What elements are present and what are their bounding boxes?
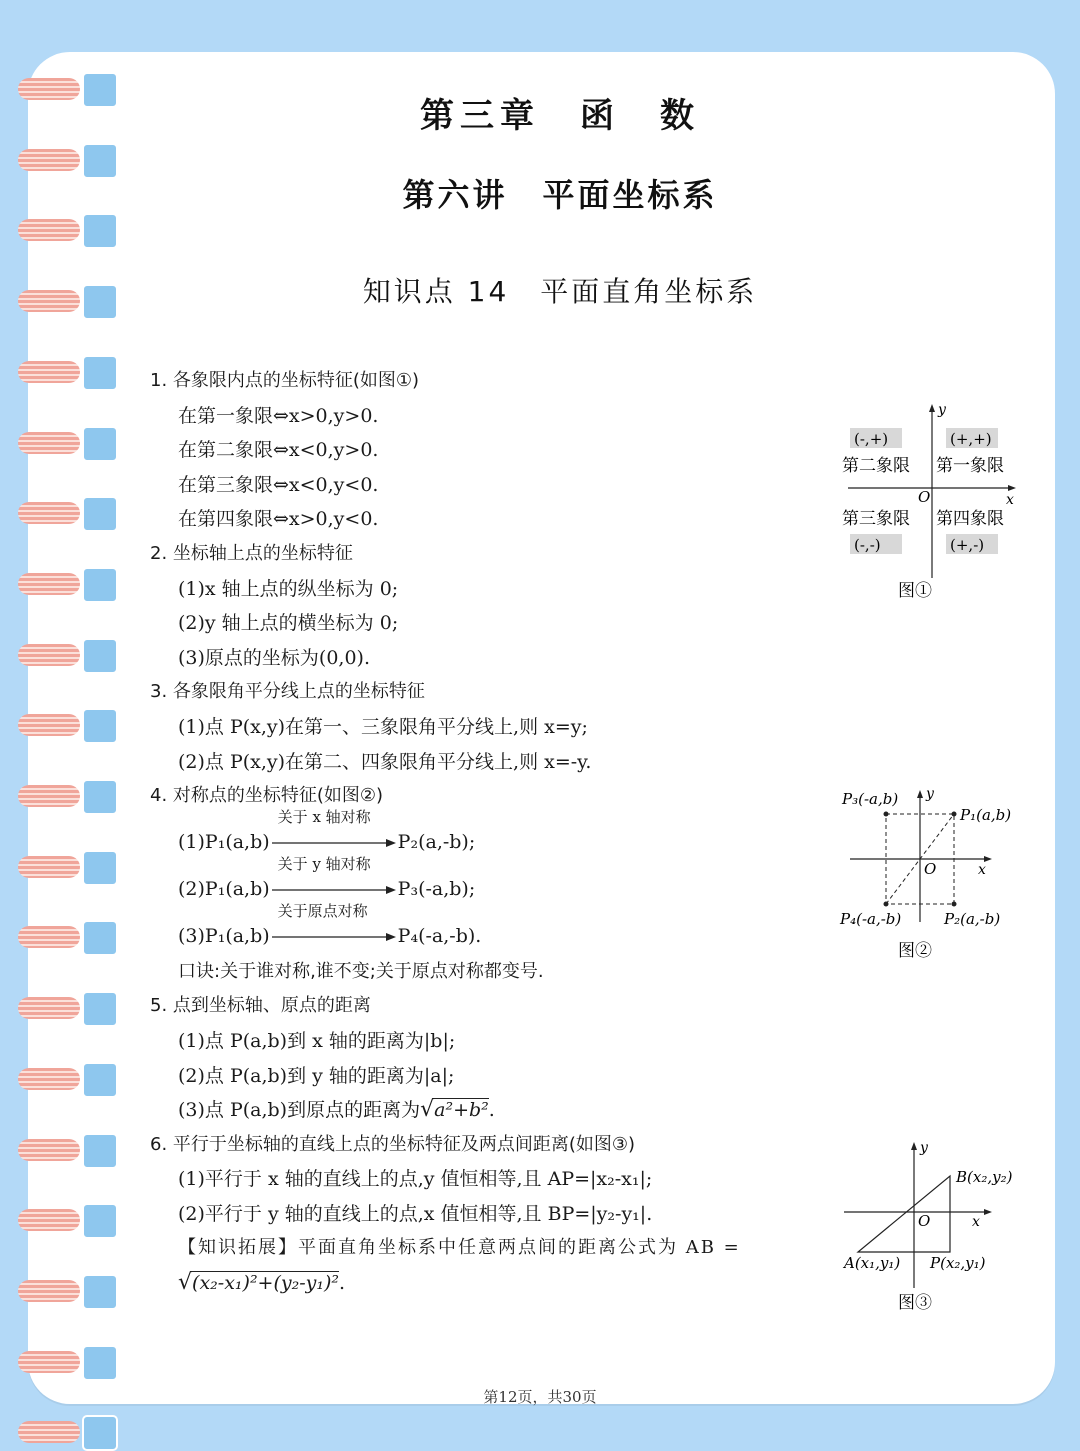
symmetry-row — [150, 854, 840, 908]
fig1-caption: 图① — [898, 581, 932, 601]
binding-ring-bar — [18, 1068, 80, 1090]
quadrant-rule: 在第二象限⇔x<0,y>0. — [178, 439, 379, 462]
symmetry-result: P₄(-a,-b). — [397, 924, 482, 947]
fig1-q1-sign: (+,+) — [950, 430, 992, 448]
fig1-q4-sign: (+,-) — [950, 536, 985, 554]
knowledge-point-title: 知识点 14 平面直角坐标系 — [362, 275, 758, 308]
binding-ring-bar — [18, 1351, 80, 1373]
sqrt-radicand: (x₂-x₁)²+(y₂-y₁)² — [192, 1272, 340, 1295]
section-3-heading: 3. 各象限角平分线上点的坐标特征 — [150, 681, 425, 703]
symmetry-arrow — [270, 854, 398, 899]
quadrant-rule: 在第三象限⇔x<0,y<0. — [178, 473, 379, 496]
binding-ring — [18, 355, 108, 391]
axis-rule: (3)原点的坐标为(0,0). — [178, 646, 370, 669]
binding-ring-hole — [82, 284, 118, 320]
binding-ring — [18, 1203, 108, 1239]
symmetry-arrow — [270, 901, 398, 946]
binding-ring-bar — [18, 714, 80, 736]
binding-ring-bar — [18, 219, 80, 241]
chapter-title: 第三章 函 数 — [420, 96, 700, 136]
fig1-y-label: y — [938, 402, 946, 418]
binding-ring — [18, 213, 108, 249]
fig1-q3-name: 第三象限 — [842, 509, 910, 529]
symmetry-source: (2)P₁(a,b) — [178, 877, 270, 900]
binding-ring-bar — [18, 997, 80, 1019]
binding-ring-hole — [82, 213, 118, 249]
axis-rule: (1)x 轴上点的纵坐标为 0; — [178, 577, 399, 600]
binding-ring-hole — [82, 850, 118, 886]
sqrt-sign: √ — [420, 1097, 435, 1123]
fig3-a-label: A(x₁,y₁) — [844, 1254, 901, 1272]
distance-rule-suffix: . — [488, 1099, 495, 1122]
binding-ring — [18, 638, 108, 674]
symmetry-row — [150, 807, 840, 861]
binding-ring-bar — [18, 432, 80, 454]
knowledge-extension: 【知识拓展】平面直角坐标系中任意两点间的距离公式为 AB = — [178, 1237, 741, 1259]
binding-ring-bar — [18, 361, 80, 383]
fig1-q1-name: 第一象限 — [936, 456, 1004, 476]
sqrt-radicand: a²+b² — [434, 1099, 489, 1122]
binding-ring-hole — [82, 496, 118, 532]
binding-ring-bar — [18, 644, 80, 666]
binding-ring — [18, 1133, 108, 1169]
binding-ring-hole — [82, 1062, 118, 1098]
symmetry-arrow-label: 关于原点对称 — [277, 901, 368, 920]
section-5-heading: 5. 点到坐标轴、原点的距离 — [150, 995, 371, 1017]
binding-ring-hole — [82, 779, 118, 815]
quadrant-rule: 在第一象限⇔x>0,y>0. — [178, 404, 379, 427]
quadrant-rule: 在第四象限⇔x>0,y<0. — [178, 508, 379, 531]
fig2-x-label: x — [978, 862, 986, 878]
binding-ring — [18, 143, 108, 179]
bisector-rule: (2)点 P(x,y)在第二、四象限角平分线上,则 x=-y. — [178, 750, 592, 773]
content-body — [150, 364, 840, 1301]
fig2-p2-label: P₂(a,-b) — [944, 910, 1001, 928]
binding-ring-bar — [18, 78, 80, 100]
fig3-b-label: B(x₂,y₂) — [956, 1168, 1013, 1186]
binding-ring-hole — [82, 1203, 118, 1239]
fig2-p4-label: P₄(-a,-b) — [840, 910, 902, 928]
section-1-heading: 1. 各象限内点的坐标特征(如图①) — [150, 370, 420, 391]
section-6-heading: 6. 平行于坐标轴的直线上点的坐标特征及两点间距离(如图③) — [150, 1133, 636, 1155]
binding-ring-bar — [18, 1209, 80, 1231]
fig3-y-label: y — [920, 1140, 928, 1156]
sqrt-sign: √ — [178, 1270, 193, 1296]
distance-rule-prefix: (3)点 P(a,b)到原点的距离为 — [178, 1099, 421, 1122]
binding-ring — [18, 779, 108, 815]
fig1-q4-name: 第四象限 — [936, 509, 1004, 529]
binding-ring — [18, 1345, 108, 1381]
fig3-triangle — [858, 1176, 950, 1252]
binding-ring-bar — [18, 926, 80, 948]
fig1-q2-name: 第二象限 — [842, 456, 910, 476]
distance-rule: (1)点 P(a,b)到 x 轴的距离为|b|; — [178, 1029, 456, 1052]
binding-ring — [18, 567, 108, 603]
binding-ring — [18, 284, 108, 320]
binding-ring — [18, 1415, 108, 1451]
mnemonic: 口诀:关于谁对称,谁不变;关于原点对称都变号. — [178, 960, 544, 982]
binding-ring-bar — [18, 502, 80, 524]
fig3-origin-label: O — [918, 1212, 931, 1230]
binding-ring-bar — [18, 290, 80, 312]
fig3-x-label: x — [972, 1214, 980, 1230]
binding-ring-hole — [82, 920, 118, 956]
bisector-rule: (1)点 P(x,y)在第一、三象限角平分线上,则 x=y; — [178, 715, 588, 738]
binding-ring — [18, 920, 108, 956]
binding-ring — [18, 72, 108, 108]
lecture-title: 第六讲 平面坐标系 — [402, 176, 718, 214]
binding-ring-bar — [18, 856, 80, 878]
binding-ring — [18, 1274, 108, 1310]
binding-ring-bar — [18, 785, 80, 807]
binding-ring-hole — [82, 143, 118, 179]
fig2-p3-label: P₃(-a,b) — [842, 790, 899, 808]
binding-ring-hole — [82, 355, 118, 391]
fig2-y-label: y — [926, 786, 934, 802]
section-4-heading: 4. 对称点的坐标特征(如图②) — [150, 785, 384, 807]
fig2-caption: 图② — [898, 941, 932, 961]
fig2-p1-label: P₁(a,b) — [960, 806, 1012, 824]
axis-rule: (2)y 轴上点的横坐标为 0; — [178, 612, 399, 635]
binding-ring — [18, 991, 108, 1027]
distance-rule — [150, 1093, 840, 1128]
fig3-caption: 图③ — [898, 1293, 932, 1313]
symmetry-arrow-label: 关于 x 轴对称 — [277, 807, 371, 826]
symmetry-source: (1)P₁(a,b) — [178, 830, 270, 853]
fig2-p1-dot — [952, 812, 957, 817]
figure-1-quadrants — [836, 398, 1026, 608]
fig1-q2-sign: (-,+) — [854, 430, 889, 448]
binding-ring — [18, 708, 108, 744]
symmetry-source: (3)P₁(a,b) — [178, 924, 270, 947]
fig2-p4-dot — [884, 902, 889, 907]
fig1-origin-label: O — [918, 488, 931, 506]
binding-ring-hole — [82, 638, 118, 674]
binding-ring-hole — [82, 1345, 118, 1381]
page-footer: 第12页，共30页 — [483, 1388, 597, 1406]
symmetry-arrow-label: 关于 y 轴对称 — [277, 854, 371, 873]
binding-ring — [18, 496, 108, 532]
binding-ring-hole — [82, 1274, 118, 1310]
figure-2-symmetry — [836, 782, 1026, 966]
binding-ring-hole — [82, 72, 118, 108]
fig1-q3-sign: (-,-) — [854, 536, 881, 554]
fig2-origin-label: O — [924, 860, 937, 878]
binding-ring-bar — [18, 573, 80, 595]
parallel-rule: (1)平行于 x 轴的直线上的点,y 值恒相等,且 AP=|x₂-x₁|; — [178, 1168, 653, 1191]
binding-ring-bar — [18, 1280, 80, 1302]
fig3-p-label: P(x₂,y₁) — [930, 1254, 986, 1272]
symmetry-arrow — [270, 807, 398, 852]
binding-ring — [18, 850, 108, 886]
section-2-heading: 2. 坐标轴上点的坐标特征 — [150, 542, 353, 564]
binding-ring-hole — [82, 991, 118, 1027]
symmetry-row — [150, 901, 840, 955]
fig1-x-label: x — [1006, 492, 1014, 508]
binding-ring-hole — [82, 708, 118, 744]
binding-ring-bar — [18, 149, 80, 171]
binding-ring-bar — [18, 1139, 80, 1161]
binding-ring-hole — [82, 426, 118, 462]
symmetry-result: P₂(a,-b); — [397, 830, 476, 853]
distance-formula — [150, 1266, 840, 1301]
binding-ring-bar — [18, 1421, 80, 1443]
binding-ring — [18, 1062, 108, 1098]
parallel-rule: (2)平行于 y 轴的直线上的点,x 值恒相等,且 BP=|y₂-y₁|. — [178, 1202, 653, 1225]
symmetry-result: P₃(-a,b); — [397, 877, 476, 900]
binding-ring-hole — [82, 1133, 118, 1169]
formula-suffix: . — [339, 1272, 346, 1295]
fig2-p2-dot — [952, 902, 957, 907]
figure-3-distance — [836, 1134, 1026, 1314]
binding-ring-hole — [82, 1415, 118, 1451]
binding-ring — [18, 426, 108, 462]
binding-ring-hole — [82, 567, 118, 603]
distance-rule: (2)点 P(a,b)到 y 轴的距离为|a|; — [178, 1064, 455, 1087]
fig2-p3-dot — [884, 812, 889, 817]
